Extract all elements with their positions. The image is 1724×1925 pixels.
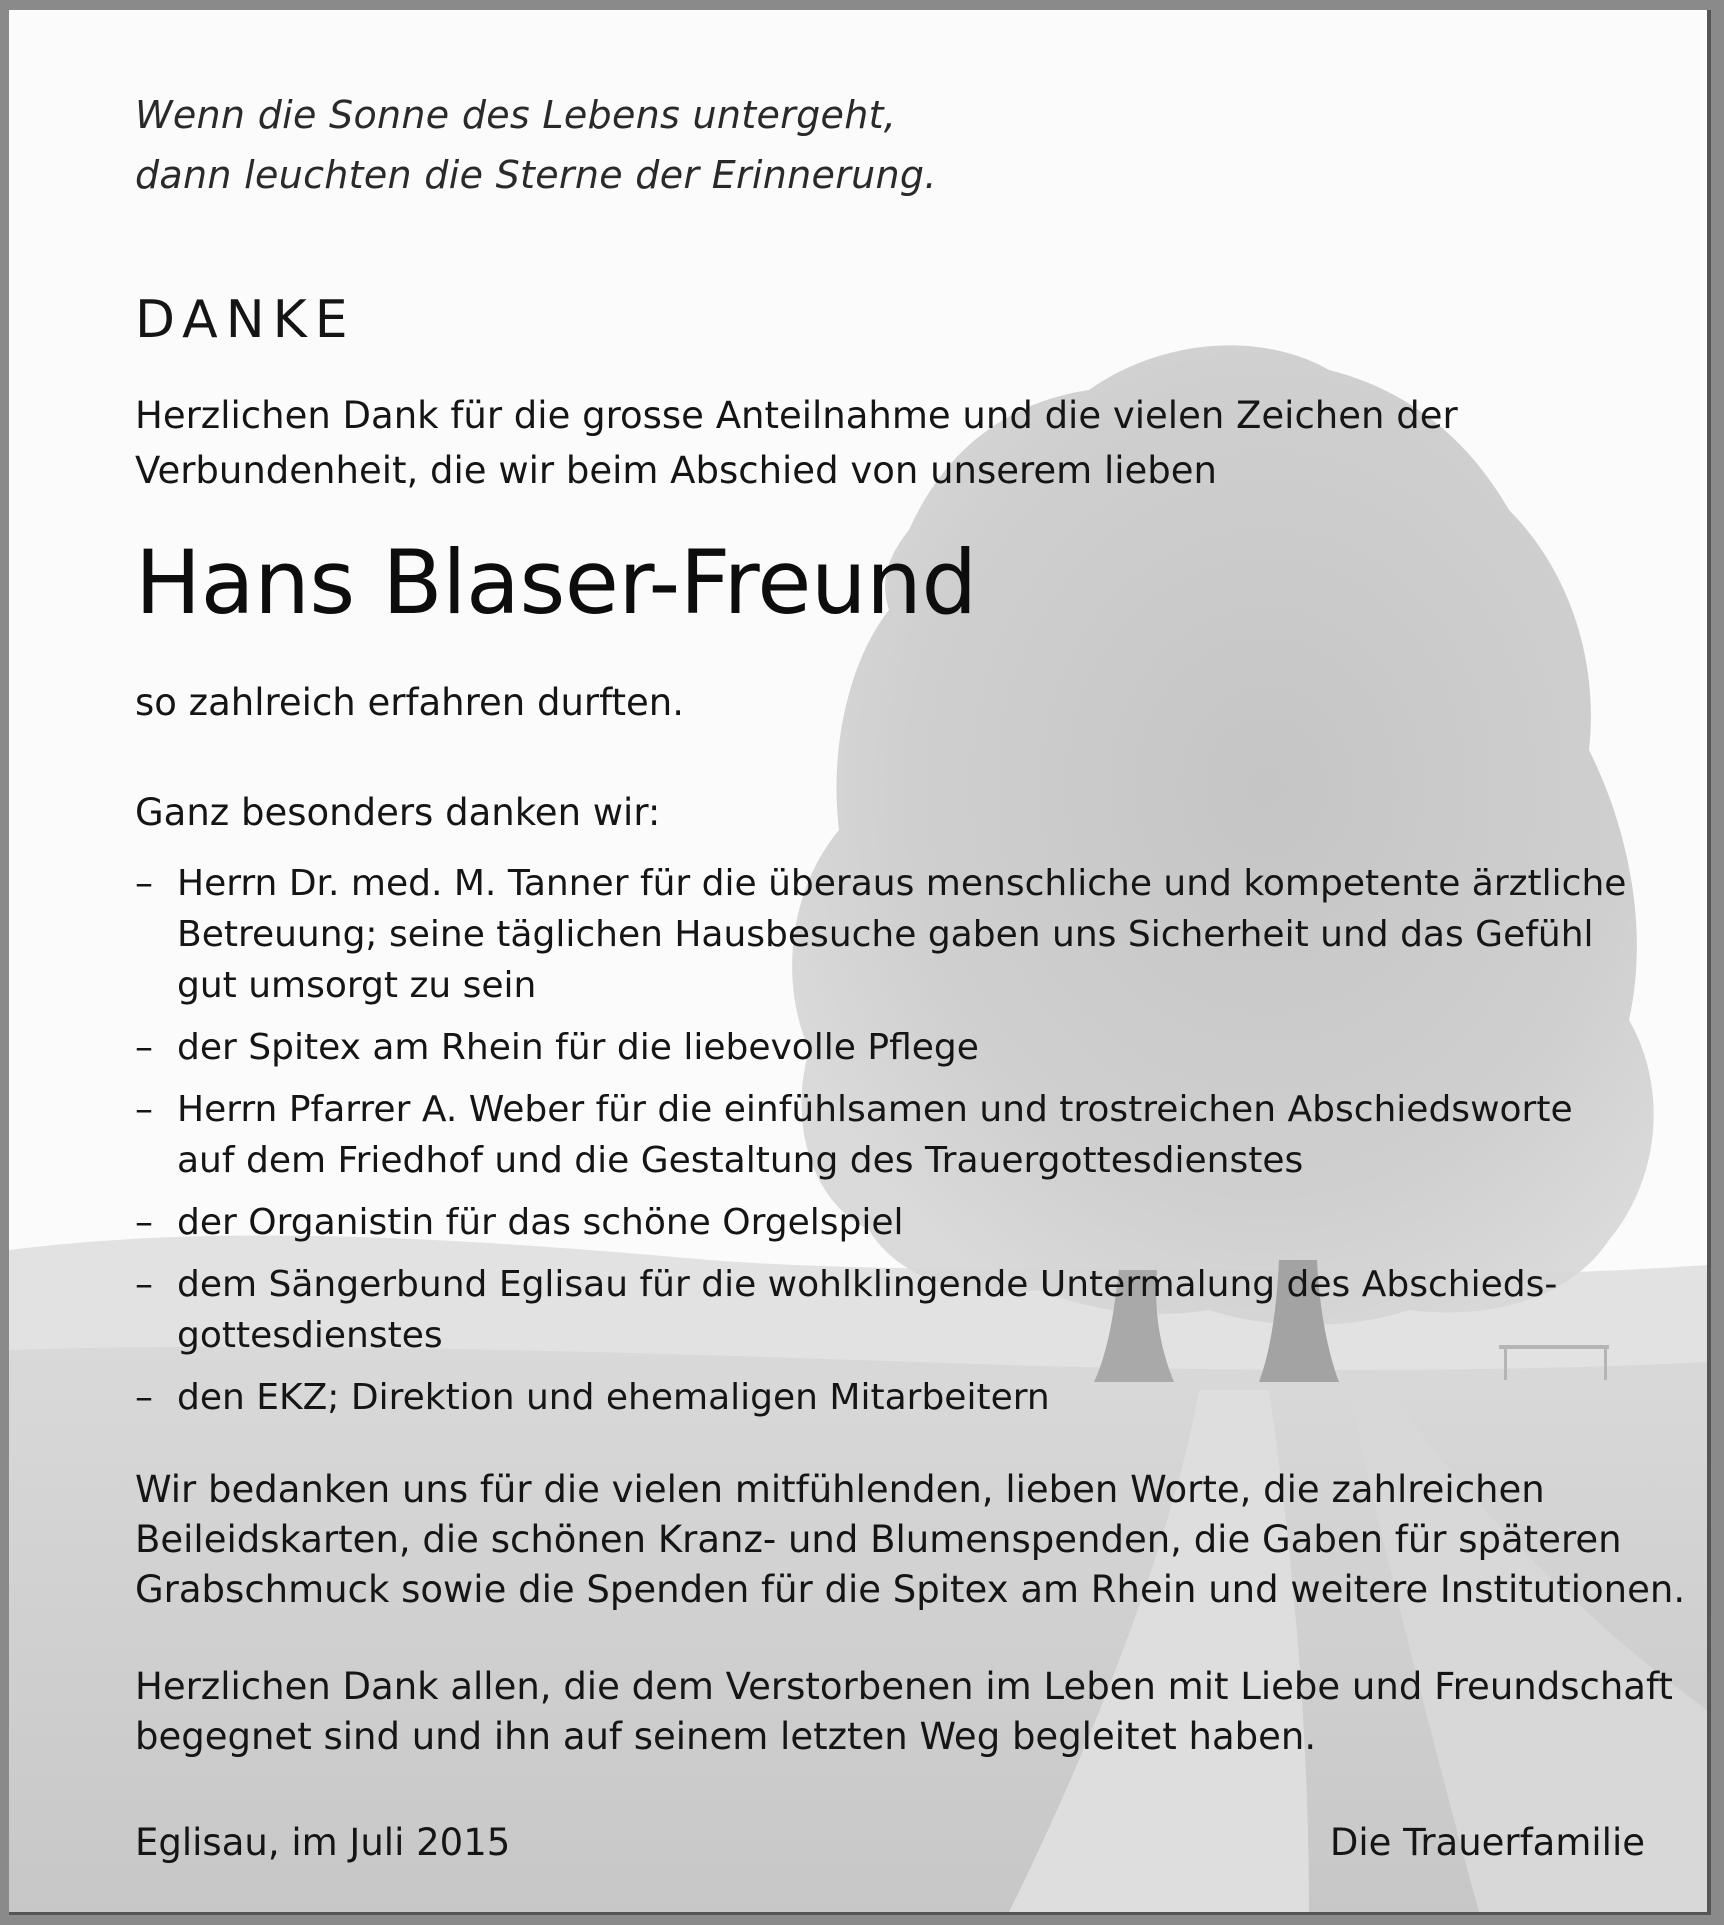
after-name-text: so zahlreich erfahren durften. [135, 681, 685, 724]
obituary-page [9, 10, 1711, 1915]
closing-line: Beileidskarten, die schönen Kranz- und Blumenspenden, die Gaben für späteren [135, 1518, 1622, 1561]
list-item-line: Herrn Dr. med. M. Tanner für die überaus menschliche und kompetente ärztliche [177, 863, 1627, 904]
special-thanks-heading: Ganz besonders danken wir: [135, 791, 661, 834]
dash-bullet: – [135, 1377, 153, 1418]
list-item [135, 1259, 1635, 1361]
intro-line: Verbundenheit, die wir beim Abschied von unserem lieben [135, 449, 1217, 492]
intro-line: Herzlichen Dank für die grosse Anteilnahme und die vielen Zeichen der [135, 394, 1458, 437]
list-item-line: Betreuung; seine täglichen Hausbesuche gaben uns Sicherheit und das Gefühl [177, 914, 1594, 955]
motto-quote [135, 85, 937, 205]
dash-bullet: – [135, 1089, 153, 1130]
final-line: Herzlichen Dank allen, die dem Verstorbenen im Leben mit Liebe und Freundschaft [135, 1665, 1673, 1708]
closing-line: Wir bedanken uns für die vielen mitfühlenden, lieben Worte, die zahlreichen [135, 1468, 1545, 1511]
dash-bullet: – [135, 1264, 153, 1305]
list-item-line: den EKZ; Direktion und ehemaligen Mitarbeitern [177, 1377, 1050, 1418]
list-item [135, 1022, 1635, 1073]
final-line: begegnet sind und ihn auf seinem letzten Weg begleitet haben. [135, 1715, 1317, 1758]
dash-bullet: – [135, 863, 153, 904]
list-item [135, 1372, 1635, 1423]
place-date: Eglisau, im Juli 2015 [135, 1821, 511, 1864]
list-item-line: gottesdienstes [177, 1315, 443, 1356]
list-item [135, 1084, 1635, 1186]
list-item-line: dem Sängerbund Eglisau für die wohlklingende Untermalung des Abschieds- [177, 1264, 1558, 1305]
list-item-line: gut umsorgt zu sein [177, 965, 537, 1006]
motto-line: dann leuchten die Sterne der Erinnerung. [135, 153, 937, 197]
thanks-list [135, 858, 1635, 1434]
closing-paragraph [135, 1465, 1685, 1615]
thanks-heading-title: DANKE [135, 290, 356, 350]
list-item-line: auf dem Friedhof und die Gestaltung des Trauergottesdienstes [177, 1140, 1304, 1181]
closing-line: Grabschmuck sowie die Spenden für die Spitex am Rhein und weitere Institutionen. [135, 1568, 1686, 1611]
dash-bullet: – [135, 1202, 153, 1243]
list-item-line: Herrn Pfarrer A. Weber für die einfühlsamen und trostreichen Abschiedsworte [177, 1089, 1573, 1130]
list-item-line: der Organistin für das schöne Orgelspiel [177, 1202, 904, 1243]
list-item [135, 1197, 1635, 1248]
signature: Die Trauerfamilie [1329, 1821, 1645, 1864]
intro-paragraph [135, 388, 1458, 498]
deceased-name: Hans Blaser-Freund [135, 531, 977, 634]
final-paragraph [135, 1662, 1673, 1762]
dash-bullet: – [135, 1027, 153, 1068]
list-item-line: der Spitex am Rhein für die liebevolle Pflege [177, 1027, 979, 1068]
motto-line: Wenn die Sonne des Lebens untergeht, [135, 93, 897, 137]
list-item [135, 858, 1635, 1011]
